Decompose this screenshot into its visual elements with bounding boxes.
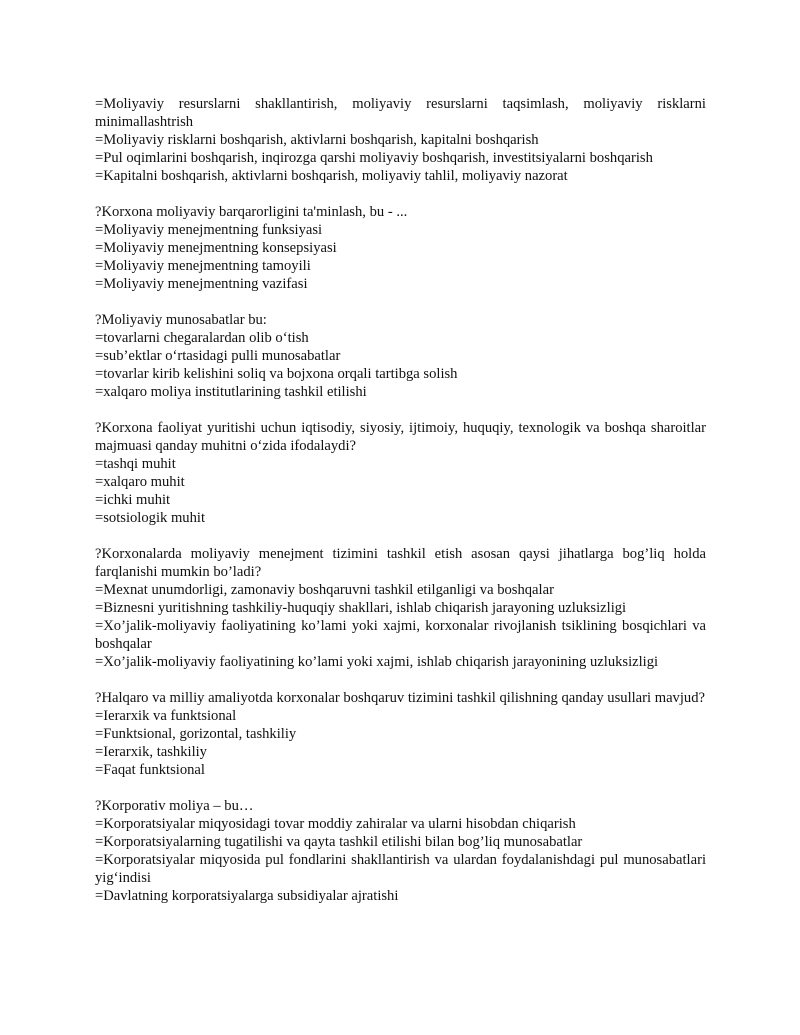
answer-option: =Ierarxik va funktsional xyxy=(95,708,237,724)
question-text: ?Korxona faoliyat yuritishi uchun iqtisodiy, siyosiy, ijtimoiy, huquqiy, texnologik va boshqa sharoitlar majmuasi qanday muhitni oʻzida ifodalaydi? xyxy=(95,420,706,454)
answer-option: =Moliyaviy menejmentning konsepsiyasi xyxy=(95,240,337,256)
answer-option: =Pul oqimlarini boshqarish, inqirozga qarshi moliyaviy boshqarish, investitsiyalarni boshqarish xyxy=(95,150,653,166)
answer-option: =Ierarxik, tashkiliy xyxy=(95,744,207,760)
answer-option: =tovarlar kirib kelishini soliq va bojxona orqali tartibga solish xyxy=(95,366,458,382)
document-body xyxy=(95,95,706,905)
answer-option: =Moliyaviy menejmentning funksiyasi xyxy=(95,222,323,238)
question-text: ?Korxona moliyaviy barqarorligini ta'minlash, bu - ... xyxy=(95,204,408,220)
question-block-4 xyxy=(95,419,706,527)
question-text: ?Korporativ moliya – bu… xyxy=(95,798,254,814)
answer-option: =Faqat funktsional xyxy=(95,762,205,778)
question-block-7 xyxy=(95,797,706,905)
answer-option: =Davlatning korporatsiyalarga subsidiyalar ajratishi xyxy=(95,888,399,904)
question-text: ?Korxonalarda moliyaviy menejment tizimini tashkil etish asosan qaysi jihatlarga bog’liq holda farqlanishi mumkin bo’ladi? xyxy=(95,546,706,580)
question-text: ?Moliyaviy munosabatlar bu: xyxy=(95,312,267,328)
answer-option: =Mexnat unumdorligi, zamonaviy boshqaruvni tashkil etilganligi va boshqalar xyxy=(95,582,554,598)
question-block-2 xyxy=(95,203,706,293)
answer-option: =sotsiologik muhit xyxy=(95,510,205,526)
answer-option: =xalqaro moliya institutlarining tashkil etilishi xyxy=(95,384,367,400)
answer-option: =ichki muhit xyxy=(95,492,171,508)
answer-option: =Kapitalni boshqarish, aktivlarni boshqarish, moliyaviy tahlil, moliyaviy nazorat xyxy=(95,168,568,184)
question-block-1 xyxy=(95,95,706,185)
answer-option: =Moliyaviy risklarni boshqarish, aktivlarni boshqarish, kapitalni boshqarish xyxy=(95,132,539,148)
answer-option: =xalqaro muhit xyxy=(95,474,185,490)
answer-option: =Moliyaviy menejmentning vazifasi xyxy=(95,276,308,292)
answer-option: =Korporatsiyalar miqyosida pul fondlarini shakllantirish va ulardan foydalanishdagi pul munosabatlari yigʻindisi xyxy=(95,852,706,886)
answer-option: =tovarlarni chegaralardan olib oʻtish xyxy=(95,330,309,346)
answer-option: =Moliyaviy menejmentning tamoyili xyxy=(95,258,311,274)
answer-option: =Moliyaviy resurslarni shakllantirish, moliyaviy resurslarni taqsimlash, moliyaviy risklarni minimallashtrish xyxy=(95,96,706,130)
answer-option: =Biznesni yuritishning tashkiliy-huquqiy shakllari, ishlab chiqarish jarayoning uzluksizligi xyxy=(95,600,627,616)
question-block-3 xyxy=(95,311,706,401)
answer-option: =Xo’jalik-moliyaviy faoliyatining ko’lami yoki xajmi, ishlab chiqarish jarayonining uzluksizligi xyxy=(95,654,659,670)
question-block-6 xyxy=(95,689,706,779)
answer-option: =Korporatsiyalar miqyosidagi tovar moddiy zahiralar va ularni hisobdan chiqarish xyxy=(95,816,576,832)
question-block-5 xyxy=(95,545,706,671)
answer-option: =sub’ektlar oʻrtasidagi pulli munosabatlar xyxy=(95,348,341,364)
answer-option: =tashqi muhit xyxy=(95,456,176,472)
answer-option: =Funktsional, gorizontal, tashkiliy xyxy=(95,726,297,742)
question-text: ?Halqaro va milliy amaliyotda korxonalar boshqaruv tizimini tashkil qilishning qanday usullari mavjud? xyxy=(95,690,705,706)
answer-option: =Korporatsiyalarning tugatilishi va qayta tashkil etilishi bilan bog’liq munosabatlar xyxy=(95,834,583,850)
answer-option: =Xo’jalik-moliyaviy faoliyatining ko’lami yoki xajmi, korxonalar rivojlanish tsiklining bosqichlari va boshqalar xyxy=(95,618,706,652)
